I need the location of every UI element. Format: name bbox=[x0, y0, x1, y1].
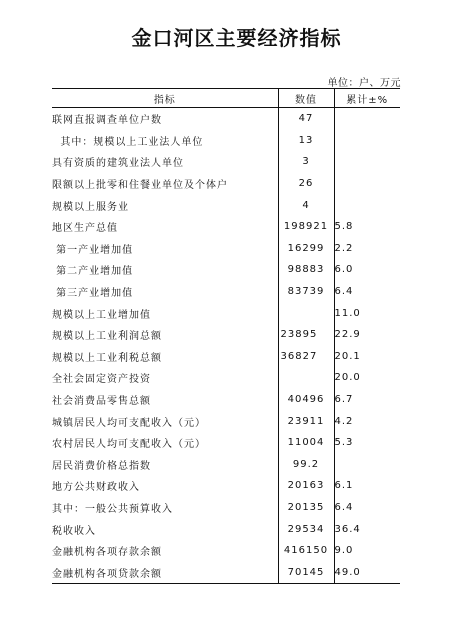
indicator-growth bbox=[334, 194, 400, 216]
table-row bbox=[52, 367, 400, 389]
indicator-name: 金融机构各项贷款余额 bbox=[52, 561, 278, 583]
indicator-growth bbox=[334, 151, 400, 173]
indicator-growth: 6.1 bbox=[334, 480, 354, 492]
indicator-name: 居民消费价格总指数 bbox=[52, 454, 278, 476]
indicator-growth: 22.9 bbox=[334, 329, 361, 341]
indicator-growth: 20.0 bbox=[334, 372, 361, 384]
table-row bbox=[52, 561, 400, 583]
indicator-name: 规模以上工业利润总额 bbox=[52, 324, 278, 346]
table-row bbox=[52, 389, 400, 411]
indicator-growth: 49.0 bbox=[334, 566, 361, 578]
indicator-value: 20135 bbox=[278, 497, 334, 519]
indicator-value: 70145 bbox=[278, 561, 334, 583]
table-row bbox=[52, 540, 400, 562]
table-row bbox=[52, 518, 400, 540]
table-row bbox=[52, 281, 400, 303]
indicator-value bbox=[278, 302, 334, 324]
indicator-name: 第二产业增加值 bbox=[52, 259, 278, 281]
indicator-name: 地区生产总值 bbox=[52, 216, 278, 238]
indicator-table bbox=[52, 88, 400, 584]
table-row bbox=[52, 216, 400, 238]
indicator-value: 99.2 bbox=[278, 454, 334, 476]
indicator-growth: 6.0 bbox=[334, 264, 354, 276]
indicator-value: 26 bbox=[278, 173, 334, 195]
indicator-name: 限额以上批零和住餐业单位及个体户 bbox=[52, 173, 278, 195]
indicator-value: 11004 bbox=[278, 432, 334, 454]
indicator-growth: 2.2 bbox=[334, 242, 354, 254]
header-indicator: 指标 bbox=[52, 89, 278, 108]
indicator-growth: 11.0 bbox=[334, 307, 361, 319]
table-row bbox=[52, 130, 400, 152]
indicator-value: 98883 bbox=[278, 259, 334, 281]
table-row bbox=[52, 346, 400, 368]
indicator-name: 第三产业增加值 bbox=[52, 281, 278, 303]
indicator-value: 16299 bbox=[278, 238, 334, 260]
indicator-value: 23895 bbox=[278, 324, 334, 346]
table-row bbox=[52, 173, 400, 195]
indicator-value bbox=[278, 367, 334, 389]
indicator-growth: 6.7 bbox=[334, 394, 354, 406]
indicator-value: 3 bbox=[278, 151, 334, 173]
indicator-value: 416150 bbox=[278, 540, 334, 562]
indicator-growth: 36.4 bbox=[334, 523, 361, 535]
indicator-growth: 6.4 bbox=[334, 286, 354, 298]
table-header-row bbox=[52, 89, 400, 108]
page-title: 金口河区主要经济指标 bbox=[131, 26, 342, 50]
indicator-name: 规模以上工业利税总额 bbox=[52, 346, 278, 368]
indicator-growth: 5.3 bbox=[334, 437, 354, 449]
indicator-value: 13 bbox=[278, 130, 334, 152]
indicator-growth: 4.2 bbox=[334, 415, 354, 427]
header-value: 数值 bbox=[278, 89, 334, 108]
indicator-value: 198921 bbox=[278, 216, 334, 238]
table-row bbox=[52, 475, 400, 497]
indicator-value: 20163 bbox=[278, 475, 334, 497]
indicator-name: 具有资质的建筑业法人单位 bbox=[52, 151, 278, 173]
table-row bbox=[52, 410, 400, 432]
table-row bbox=[52, 194, 400, 216]
indicator-name: 社会消费品零售总额 bbox=[52, 389, 278, 411]
indicator-growth: 5.8 bbox=[334, 221, 354, 233]
table-row bbox=[52, 302, 400, 324]
indicator-value: 36827 bbox=[278, 346, 334, 368]
indicator-name: 联网直报调查单位户数 bbox=[52, 108, 278, 130]
indicator-growth bbox=[334, 108, 400, 130]
indicator-value: 40496 bbox=[278, 389, 334, 411]
indicator-name: 规模以上工业增加值 bbox=[52, 302, 278, 324]
indicator-name: 地方公共财政收入 bbox=[52, 475, 278, 497]
indicator-name: 其中：一般公共预算收入 bbox=[52, 497, 278, 519]
table-row bbox=[52, 151, 400, 173]
indicator-name: 税收收入 bbox=[52, 518, 278, 540]
indicator-name: 其中：规模以上工业法人单位 bbox=[52, 130, 278, 152]
indicator-growth bbox=[334, 454, 400, 476]
table-row bbox=[52, 324, 400, 346]
indicator-growth: 9.0 bbox=[334, 545, 354, 557]
indicator-name: 金融机构各项存款余额 bbox=[52, 540, 278, 562]
table-row bbox=[52, 432, 400, 454]
indicator-growth bbox=[334, 173, 400, 195]
indicator-value: 83739 bbox=[278, 281, 334, 303]
table-row bbox=[52, 108, 400, 130]
header-growth: 累计±% bbox=[334, 89, 400, 108]
indicator-value: 23911 bbox=[278, 410, 334, 432]
unit-note: 单位：户、万元 bbox=[327, 78, 401, 89]
indicator-name: 全社会固定资产投资 bbox=[52, 367, 278, 389]
indicator-name: 规模以上服务业 bbox=[52, 194, 278, 216]
indicator-value: 29534 bbox=[278, 518, 334, 540]
indicator-name: 城镇居民人均可支配收入（元） bbox=[52, 410, 278, 432]
table-row bbox=[52, 454, 400, 476]
table-row bbox=[52, 259, 400, 281]
table-row bbox=[52, 238, 400, 260]
indicator-growth: 20.1 bbox=[334, 350, 361, 362]
indicator-value: 4 bbox=[278, 194, 334, 216]
indicator-value: 47 bbox=[278, 108, 334, 130]
indicator-name: 农村居民人均可支配收入（元） bbox=[52, 432, 278, 454]
indicator-name: 第一产业增加值 bbox=[52, 238, 278, 260]
table-row bbox=[52, 497, 400, 519]
indicator-growth: 6.4 bbox=[334, 501, 354, 513]
indicator-growth bbox=[334, 130, 400, 152]
